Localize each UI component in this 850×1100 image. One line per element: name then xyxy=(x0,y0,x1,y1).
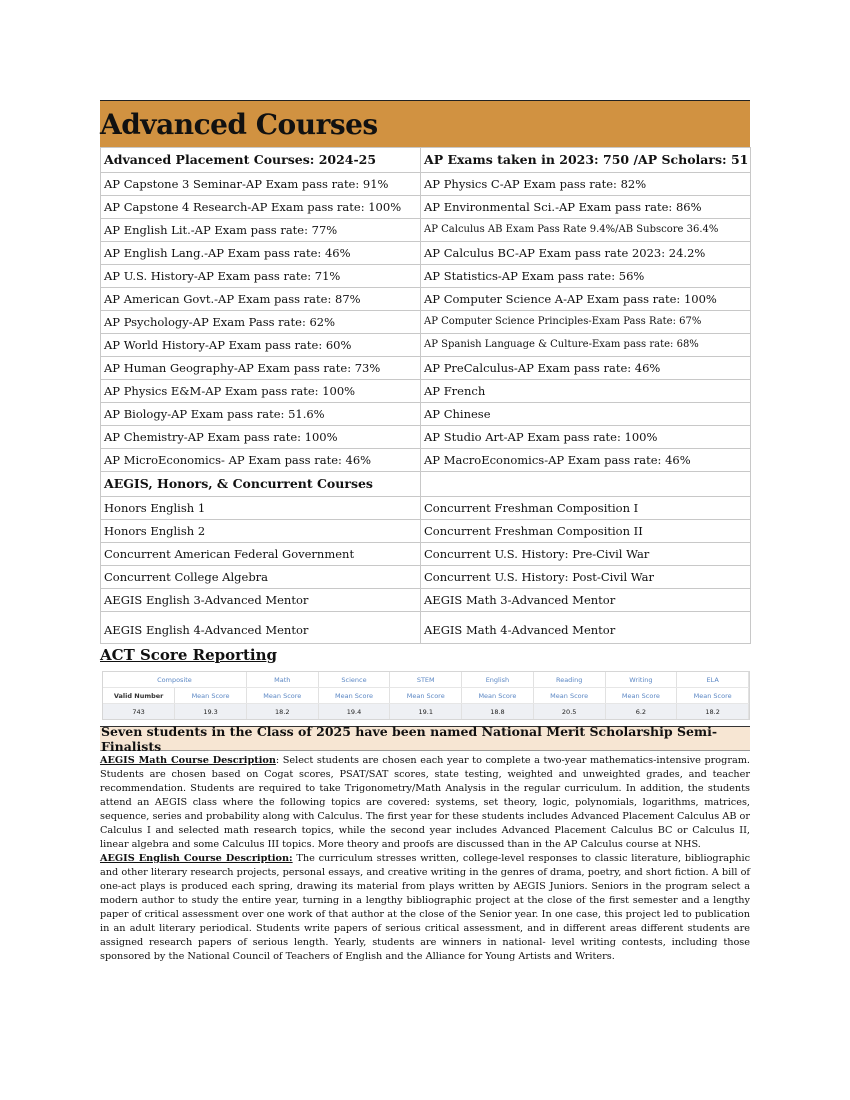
course-cell: AP U.S. History-AP Exam pass rate: 71% xyxy=(101,265,421,288)
act-value: 20.5 xyxy=(533,704,605,720)
table-row xyxy=(101,148,751,173)
act-group-header: Reading xyxy=(533,672,605,688)
merit-banner: Seven students in the Class of 2025 have been named National Merit Scholarship Semi-Finalists xyxy=(100,726,750,751)
table-row xyxy=(101,612,751,644)
course-cell: Concurrent Freshman Composition I xyxy=(421,497,751,520)
course-cell: Honors English 1 xyxy=(101,497,421,520)
table-row xyxy=(101,219,751,242)
english-description xyxy=(100,852,750,964)
table-row xyxy=(101,334,751,357)
act-value: 18.2 xyxy=(677,704,749,720)
act-value: 19.4 xyxy=(318,704,390,720)
table-row xyxy=(101,566,751,589)
table-row xyxy=(101,426,751,449)
table-row xyxy=(101,403,751,426)
section-header-cell: AP Exams taken in 2023: 750 /AP Scholars: 51 xyxy=(421,148,751,173)
table-row xyxy=(101,449,751,472)
course-cell: AP Studio Art-AP Exam pass rate: 100% xyxy=(421,426,751,449)
section-header-cell: Advanced Placement Courses: 2024-25 xyxy=(101,148,421,173)
table-row xyxy=(101,589,751,612)
course-cell: AP Human Geography-AP Exam pass rate: 73% xyxy=(101,357,421,380)
course-cell: AP Chinese xyxy=(421,403,751,426)
course-cell: AP Physics C-AP Exam pass rate: 82% xyxy=(421,173,751,196)
math-description-lead: AEGIS Math Course Description xyxy=(100,755,276,766)
act-group-header: STEM xyxy=(390,672,462,688)
act-value: 18.2 xyxy=(246,704,318,720)
course-cell: Concurrent College Algebra xyxy=(101,566,421,589)
course-cell: AEGIS Math 4-Advanced Mentor xyxy=(421,612,751,644)
table-row xyxy=(101,311,751,334)
table-row xyxy=(101,288,751,311)
act-score-table xyxy=(102,671,750,720)
act-group-header: Writing xyxy=(605,672,677,688)
course-cell: AP American Govt.-AP Exam pass rate: 87% xyxy=(101,288,421,311)
courses-table xyxy=(100,147,751,644)
act-subheader: Mean Score xyxy=(462,688,534,704)
act-value: 19.1 xyxy=(390,704,462,720)
act-group-header: ELA xyxy=(677,672,749,688)
act-value: 18.8 xyxy=(462,704,534,720)
course-cell: AP Calculus AB Exam Pass Rate 9.4%/AB Subscore 36.4% xyxy=(421,219,751,242)
section-header-cell: AEGIS, Honors, & Concurrent Courses xyxy=(101,472,421,497)
act-heading: ACT Score Reporting xyxy=(100,646,278,664)
course-cell: Concurrent U.S. History: Post-Civil War xyxy=(421,566,751,589)
course-cell: Concurrent Freshman Composition II xyxy=(421,520,751,543)
course-descriptions xyxy=(100,754,750,964)
course-cell: AP PreCalculus-AP Exam pass rate: 46% xyxy=(421,357,751,380)
course-cell: AP Spanish Language & Culture-Exam pass rate: 68% xyxy=(421,334,751,357)
table-row xyxy=(101,380,751,403)
act-subheader: Mean Score xyxy=(605,688,677,704)
table-row xyxy=(101,520,751,543)
course-cell: AP MicroEconomics- AP Exam pass rate: 46% xyxy=(101,449,421,472)
course-cell: AP English Lit.-AP Exam pass rate: 77% xyxy=(101,219,421,242)
course-cell: AP Capstone 4 Research-AP Exam pass rate: 100% xyxy=(101,196,421,219)
table-row xyxy=(101,242,751,265)
course-cell: AP World History-AP Exam pass rate: 60% xyxy=(101,334,421,357)
course-cell: AP Capstone 3 Seminar-AP Exam pass rate: 91% xyxy=(101,173,421,196)
course-cell: AP Calculus BC-AP Exam pass rate 2023: 24.2% xyxy=(421,242,751,265)
course-cell: AP English Lang.-AP Exam pass rate: 46% xyxy=(101,242,421,265)
act-subheader: Mean Score xyxy=(533,688,605,704)
act-subheader: Mean Score xyxy=(677,688,749,704)
act-value: 743 xyxy=(103,704,175,720)
table-row xyxy=(101,543,751,566)
course-cell: AP MacroEconomics-AP Exam pass rate: 46% xyxy=(421,449,751,472)
course-cell: Concurrent American Federal Government xyxy=(101,543,421,566)
table-row xyxy=(101,497,751,520)
table-row xyxy=(101,173,751,196)
table-row xyxy=(101,357,751,380)
act-group-header: Composite xyxy=(103,672,246,688)
course-cell: AP French xyxy=(421,380,751,403)
course-cell: AEGIS English 3-Advanced Mentor xyxy=(101,589,421,612)
act-subheader: Valid Number xyxy=(103,688,175,704)
english-description-body: The curriculum stresses written, college-level responses to classic literature, bibliographic and other literary research projects, personal essays, and creative writing in the genres of drama, poetry, and short fiction. A bill of one-act plays is produced each spring, drawing its material from plays written by AEGIS Juniors. Seniors in the program select a modern author to study the entire year, turning in a lengthy bibliographic project at the close of the first semester and a lengthy paper of critical assessment over one work of that author at the close of the Senior year. In one case, this project led to publication in an adult literary periodical. Students write papers of serious critical assessment, and in different areas different students are assigned research papers of serious length. Yearly, students are winners in national- level writing contests, including those sponsored by the National Council of Teachers of English and the Alliance for Young Artists and Writers. xyxy=(100,853,750,962)
course-cell: AEGIS English 4-Advanced Mentor xyxy=(101,612,421,644)
course-cell: AP Chemistry-AP Exam pass rate: 100% xyxy=(101,426,421,449)
act-value: 19.3 xyxy=(175,704,247,720)
course-cell: Honors English 2 xyxy=(101,520,421,543)
math-description xyxy=(100,754,750,852)
act-subheader: Mean Score xyxy=(175,688,247,704)
course-cell: AP Biology-AP Exam pass rate: 51.6% xyxy=(101,403,421,426)
act-group-header: Science xyxy=(318,672,390,688)
act-value: 6.2 xyxy=(605,704,677,720)
course-cell: AP Physics E&M-AP Exam pass rate: 100% xyxy=(101,380,421,403)
course-cell: AP Psychology-AP Exam Pass rate: 62% xyxy=(101,311,421,334)
act-subheader: Mean Score xyxy=(390,688,462,704)
course-cell: Concurrent U.S. History: Pre-Civil War xyxy=(421,543,751,566)
course-cell: AP Environmental Sci.-AP Exam pass rate: 86% xyxy=(421,196,751,219)
document-page xyxy=(100,100,750,964)
act-group-header: Math xyxy=(246,672,318,688)
course-cell: AP Computer Science A-AP Exam pass rate: 100% xyxy=(421,288,751,311)
course-cell: AP Statistics-AP Exam pass rate: 56% xyxy=(421,265,751,288)
course-cell: AEGIS Math 3-Advanced Mentor xyxy=(421,589,751,612)
act-group-header: English xyxy=(462,672,534,688)
table-row xyxy=(101,196,751,219)
page-title: Advanced Courses xyxy=(100,107,378,141)
table-row xyxy=(101,265,751,288)
course-cell: AP Computer Science Principles-Exam Pass Rate: 67% xyxy=(421,311,751,334)
english-description-lead: AEGIS English Course Description: xyxy=(100,853,293,864)
table-row xyxy=(101,472,751,497)
section-header-cell xyxy=(421,472,751,497)
act-subheader: Mean Score xyxy=(318,688,390,704)
math-description-body: : Select students are chosen each year to complete a two-year mathematics-intensive program. Students are chosen based on Cogat scores, PSAT/SAT scores, state testing, weighted and unweighted grades, and teacher recommendation. Students are required to take Trigonometry/Math Analysis in the regular curriculum. In addition, the students attend an AEGIS class where the following topics are covered: systems, set theory, logic, polynomials, logarithms, matrices, sequence, series and probability along with Calculus. The first year for these students includes Advanced Placement Calculus AB or Calculus I and selected math research topics, while the second year includes Advanced Placement Calculus BC or Calculus II, linear algebra and some Calculus III topics. More theory and proofs are discussed than in the AP Calculus course at NHS. xyxy=(100,755,750,850)
act-subheader: Mean Score xyxy=(246,688,318,704)
title-bar xyxy=(100,100,750,147)
